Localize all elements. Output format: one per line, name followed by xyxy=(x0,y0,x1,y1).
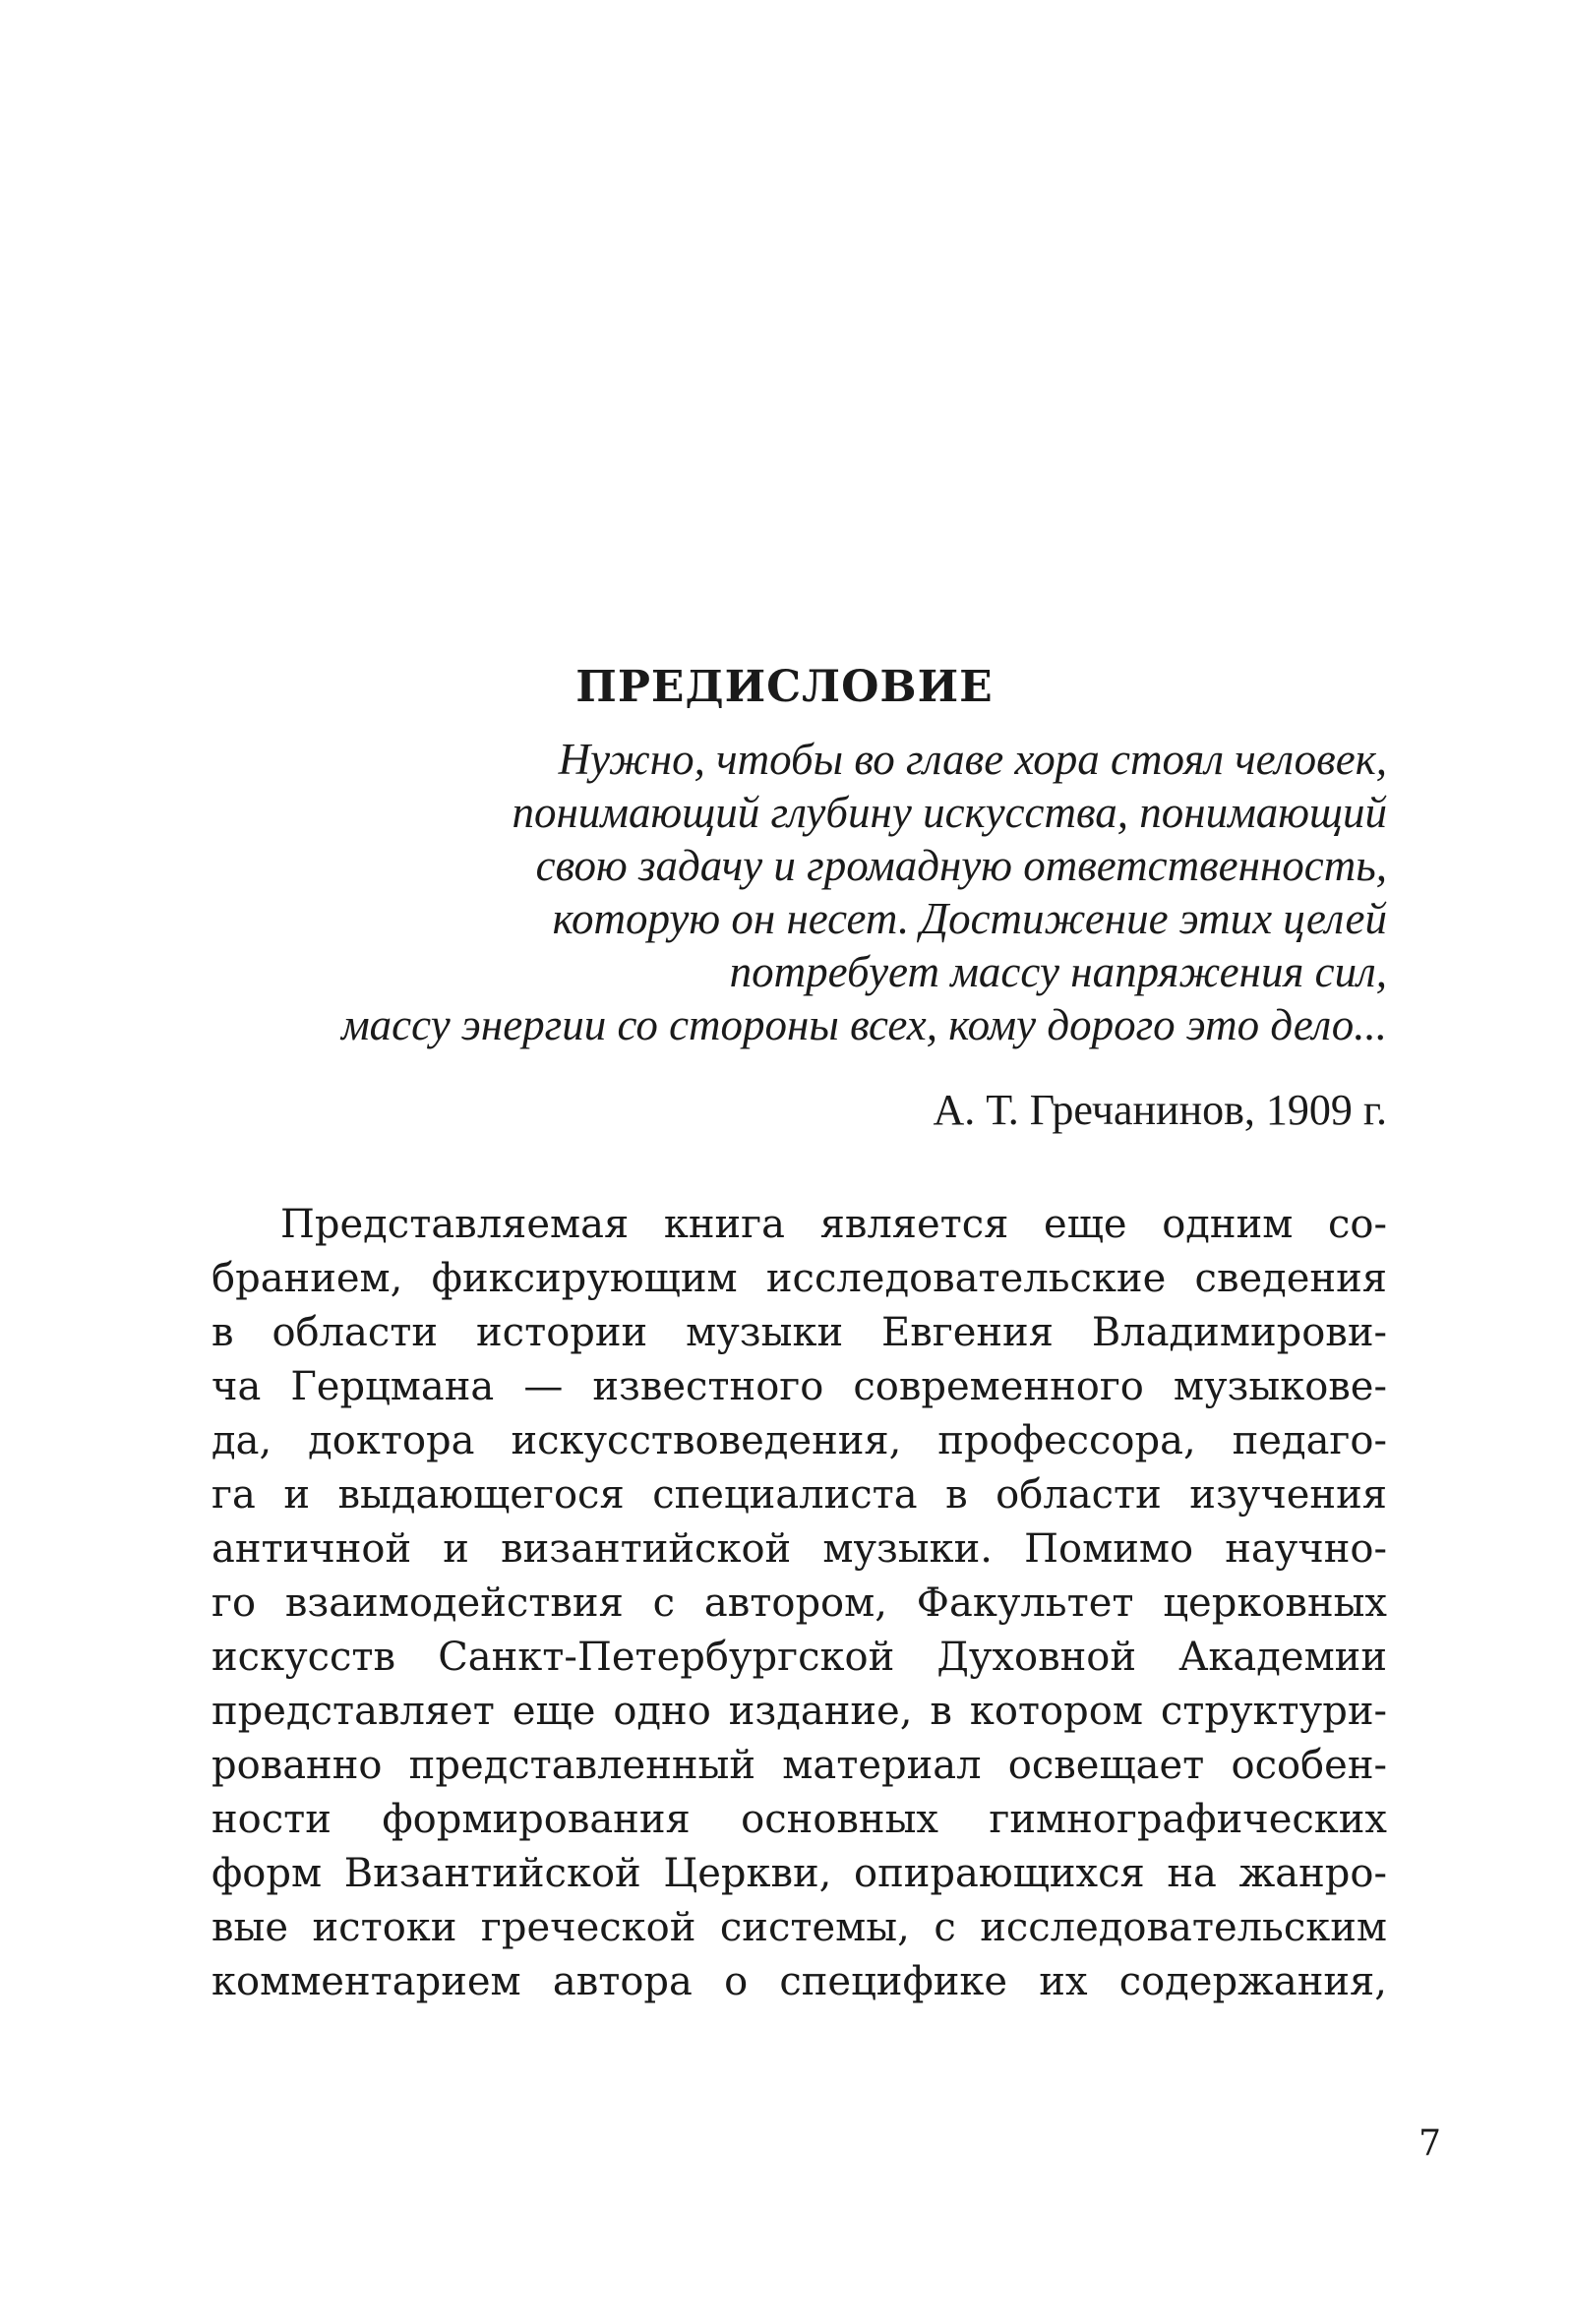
body-line: ности формирования основных гимнографических xyxy=(211,1797,1387,1842)
page-number: 7 xyxy=(1418,2123,1441,2164)
page-title: ПРЕДИСЛОВИЕ xyxy=(575,662,994,713)
epigraph xyxy=(341,733,1387,1051)
body-line: форм Византийской Церкви, опирающихся на жанро- xyxy=(211,1851,1387,1896)
body-line: бранием, фиксирующим исследовательские сведения xyxy=(211,1256,1387,1301)
body-line: да, доктора искусствоведения, профессора, педаго- xyxy=(211,1418,1387,1463)
body-line: Представляемая книга является еще одним со- xyxy=(280,1202,1387,1247)
body-line: представляет еще одно издание, в котором структури- xyxy=(211,1689,1387,1734)
body-paragraph xyxy=(211,1198,1387,2009)
body-line: го взаимодействия с автором, Факультет церковных xyxy=(211,1580,1387,1626)
body-line: искусств Санкт-Петербургской Духовной Академии xyxy=(211,1635,1387,1680)
epigraph-line: массу энергии со стороны всех, кому дорого это дело... xyxy=(340,1000,1387,1049)
body-line: в области истории музыки Евгения Владимирови- xyxy=(211,1310,1387,1355)
body-line: комментарием автора о специфике их содержания, xyxy=(211,1959,1387,2004)
epigraph-line: Нужно, чтобы во главе хора стоял человек, xyxy=(558,735,1387,784)
epigraph-author: А. Т. Гречанинов, 1909 г. xyxy=(933,1086,1387,1134)
body-line: ча Герцмана — известного современного музыкове- xyxy=(211,1364,1387,1409)
body-line: га и выдающегося специалиста в области изучения xyxy=(211,1472,1387,1518)
body-line: рованно представленный материал освещает особен- xyxy=(211,1743,1387,1788)
epigraph-line: которую он несет. Достижение этих целей xyxy=(552,894,1387,943)
epigraph-line: понимающий глубину искусства, понимающий xyxy=(512,788,1387,837)
body-line: вые истоки греческой системы, с исследовательским xyxy=(211,1905,1387,1950)
body-line: античной и византийской музыки. Помимо научно- xyxy=(211,1526,1387,1572)
epigraph-line: свою задачу и громадную ответственность, xyxy=(535,841,1387,890)
epigraph-line: потребует массу напряжения сил, xyxy=(729,947,1387,996)
